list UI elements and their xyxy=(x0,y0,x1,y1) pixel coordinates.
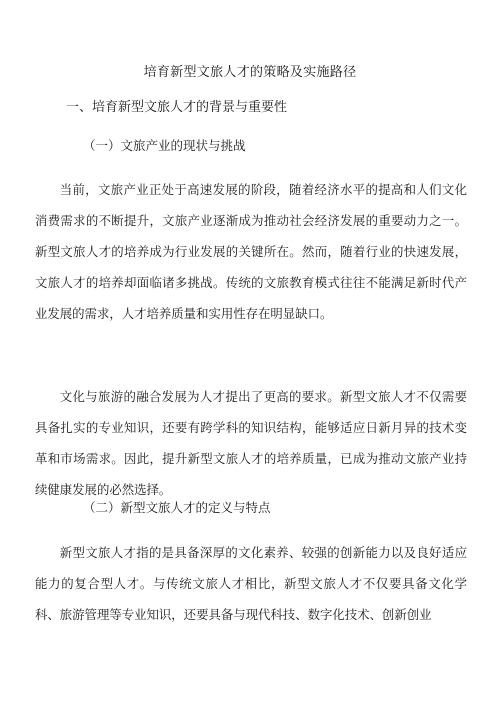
subsection-heading-1: （一）文旅产业的现状与挑战 xyxy=(83,138,246,153)
paragraph-talent-definition: 新型文旅人才指的是具备深厚的文化素养、较强的创新能力以及良好适应能力的复合型人才。与传统文旅人才相比，新型文旅人才不仅要具备文化学科、旅游管理等专业知识，还要具备与现代科技、数字化技术、创新创业 xyxy=(35,545,467,622)
paragraph-integration-requirements: 文化与旅游的融合发展为人才提出了更高的要求。新型文旅人才不仅需要具备扎实的专业知识，还要有跨学科的知识结构，能够适应日新月异的技术变革和市场需求。因此，提升新型文旅人才的培养质量，已成为推动文旅产业持续健康发展的必然选择。 xyxy=(35,389,467,497)
subsection-heading-2: （二）新型文旅人才的定义与特点 xyxy=(83,500,271,515)
document-title: 培育新型文旅人才的策略及实施路径 xyxy=(143,65,357,80)
paragraph-industry-status: 当前，文旅产业正处于高速发展的阶段，随着经济水平的提高和人们文化消费需求的不断提升，文旅产业逐渐成为推动社会经济发展的重要动力之一。新型文旅人才的培养成为行业发展的关键所在。然而，随着行业的快速发展，文旅人才的培养却面临诸多挑战。传统的文旅教育模式往往不能满足新时代产业发展的需求，人才培养质量和实用性存在明显缺口。 xyxy=(35,182,467,321)
section-heading-1: 一、培育新型文旅人才的背景与重要性 xyxy=(66,100,288,115)
